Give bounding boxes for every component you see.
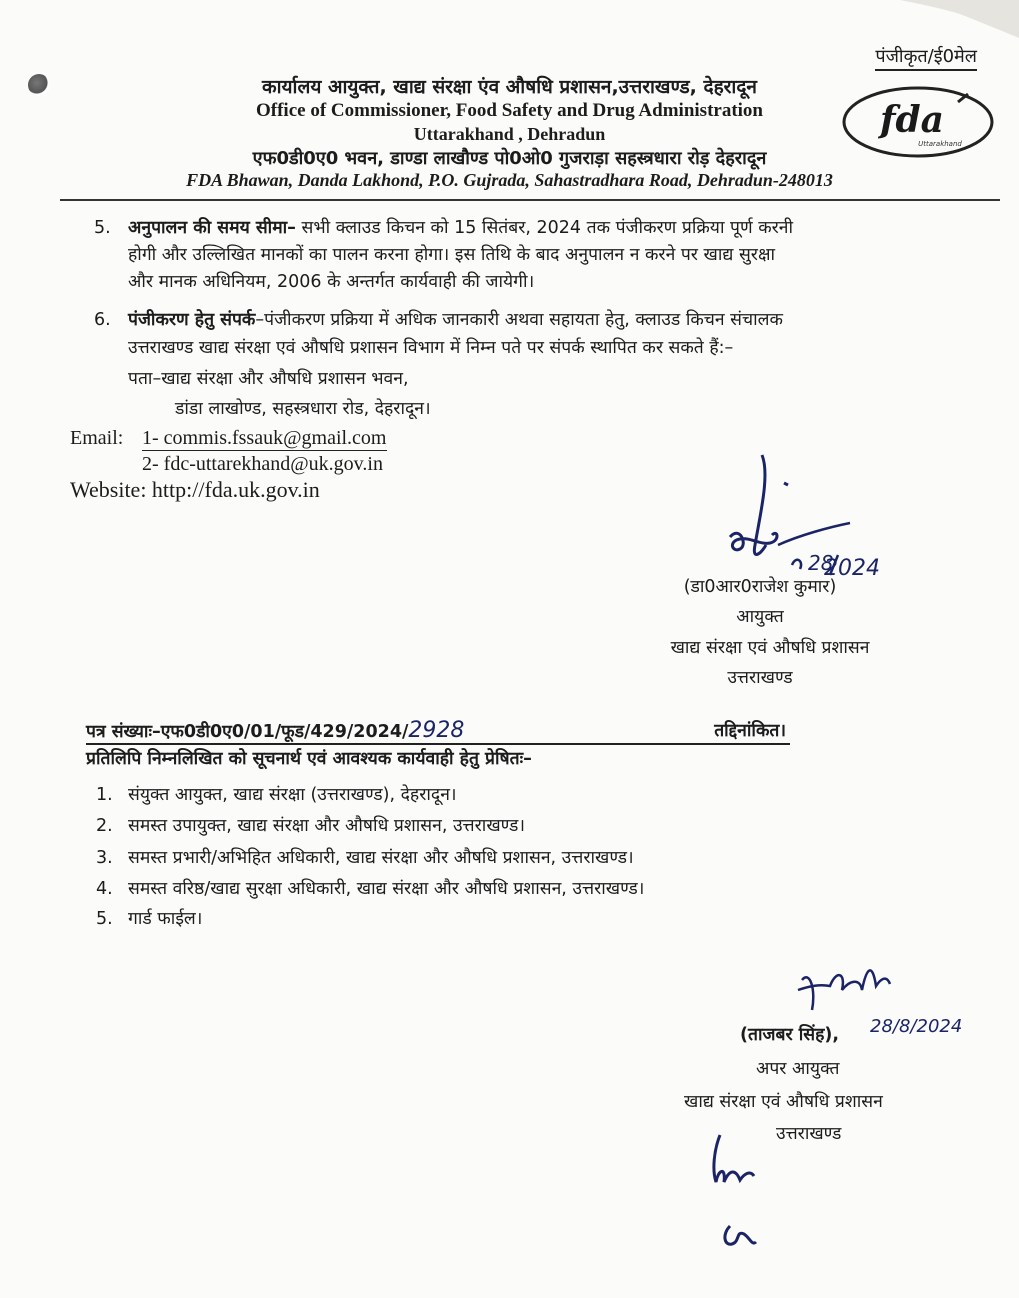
point-5-text-1: सभी क्लाउड किचन को 15 सितंबर, 2024 तक पंजीकरण प्रक्रिया पूर्ण करनी [301,218,794,238]
svg-text:28/8/2024: 28/8/2024 [870,1016,963,1037]
email-label: Email: [70,427,124,449]
copy-item-5-number: 5. [96,909,113,929]
copy-to-intro: प्रतिलिपि निम्नलिखित को सूचनार्थ एवं आवश्यक कार्यवाही हेतु प्रेषितः– [86,749,532,769]
initials-mark [700,1130,780,1260]
address-english: FDA Bhawan, Danda Lakhond, P.O. Gujrada, Sahastradhara Road, Dehradun-248013 [186,170,833,190]
dated-label: तद्दिनांकित। [714,721,786,741]
svg-text:2024: 2024 [824,556,880,581]
logo-text: fda [880,99,944,141]
email-1[interactable]: 1- commis.fssauk@gmail.com [142,427,387,449]
copy-item-5: गार्ड फाईल। [128,909,203,929]
point-5-title: अनुपालन की समय सीमा– [128,218,296,238]
point-6-title: पंजीकरण हेतु संपर्क [128,310,256,330]
letter-number: पत्र संख्याः–एफ0डी0ए0/01/फूड/429/2024/ [86,722,409,742]
point-6-text-1: –पंजीकरण प्रक्रिया में अधिक जानकारी अथवा सहायता हेतु, क्लाउड किचन संचालक [255,310,783,330]
point-5-line-2: होगी और उल्लिखित मानकों का पालन करना होगा। इस तिथि के बाद अनुपालन न करने पर खाद्य सुरक्षा [128,245,776,265]
point-6-line-2: उत्तराखण्ड खाद्य संरक्षा एवं औषधि प्रशासन विभाग में निम्न पते पर संपर्क स्थापित कर सकते हैं:– [128,338,734,358]
website-link[interactable]: Website: http://fda.uk.gov.in [70,477,320,502]
office-title-hindi: कार्यालय आयुक्त, खाद्य संरक्षा एंव औषधि प्रशासन,उत्तराखण्ड, देहरादून [262,76,757,98]
header-rule [60,199,1000,201]
copy-item-3: समस्त प्रभारी/अभिहित अधिकारी, खाद्य संरक्षा और औषधि प्रशासन, उत्तराखण्ड। [128,848,634,868]
office-location-english: Uttarakhand , Dehradun [413,124,606,144]
copy-item-2-number: 2. [96,816,113,836]
fda-logo [840,82,1000,162]
signatory-2-department: खाद्य संरक्षा एवं औषधि प्रशासन [684,1092,883,1112]
point-6-number: 6. [94,310,111,330]
signatory-2-name: (ताजबर सिंह), [740,1025,840,1045]
svg-text:28: 28 [808,551,834,575]
point-5-line-1 [128,215,980,242]
contact-address-2: डांडा लाखोण्ड, सहस्त्रधारा रोड, देहरादून। [175,399,431,419]
signatory-2-designation: अपर आयुक्त [756,1059,840,1079]
reference-line [86,718,790,745]
contact-address-1: पता–खाद्य संरक्षा और औषधि प्रशासन भवन, [128,369,409,389]
handwritten-letter-number: 2928 [408,718,465,743]
torn-corner [900,0,1019,40]
office-title-english: Office of Commissioner, Food Safety and Drug Administration [255,100,764,121]
copy-item-4: समस्त वरिष्ठ/खाद्य सुरक्षा अधिकारी, खाद्य संरक्षा और औषधि प्रशासन, उत्तराखण्ड। [128,879,645,899]
signatory-1-name: (डा0आर0राजेश कुमार) [683,577,837,597]
signatory-1-designation: आयुक्त [736,607,784,627]
point-5-number: 5. [94,218,111,238]
point-6-line-1 [128,307,988,334]
address-hindi: एफ0डी0ए0 भवन, डाण्डा लाखौण्ड पो0ओ0 गुजराड़ा सहस्त्रधारा रोड़ देहरादून [252,148,767,169]
signatory-1-state: उत्तराखण्ड [727,668,793,688]
registered-email-tag: पंजीकृत/ई0मेल [875,44,977,71]
copy-item-1-number: 1. [96,785,113,805]
copy-item-1: संयुक्त आयुक्त, खाद्य संरक्षा (उत्तराखण्ड), देहरादून। [128,785,457,805]
copy-item-4-number: 4. [96,879,113,899]
signatory-1-department: खाद्य संरक्षा एवं औषधि प्रशासन [670,638,870,658]
logo-subtext: Uttarakhand [918,140,962,148]
copy-item-2: समस्त उपायुक्त, खाद्य संरक्षा और औषधि प्रशासन, उत्तराखण्ड। [128,816,525,836]
copy-item-3-number: 3. [96,848,113,868]
point-5-line-3: और मानक अधिनियम, 2006 के अन्तर्गत कार्यवाही की जायेगी। [128,272,535,292]
signatory-2-state: उत्तराखण्ड [776,1124,842,1144]
email-2[interactable]: 2- fdc-uttarekhand@uk.gov.in [142,453,383,475]
